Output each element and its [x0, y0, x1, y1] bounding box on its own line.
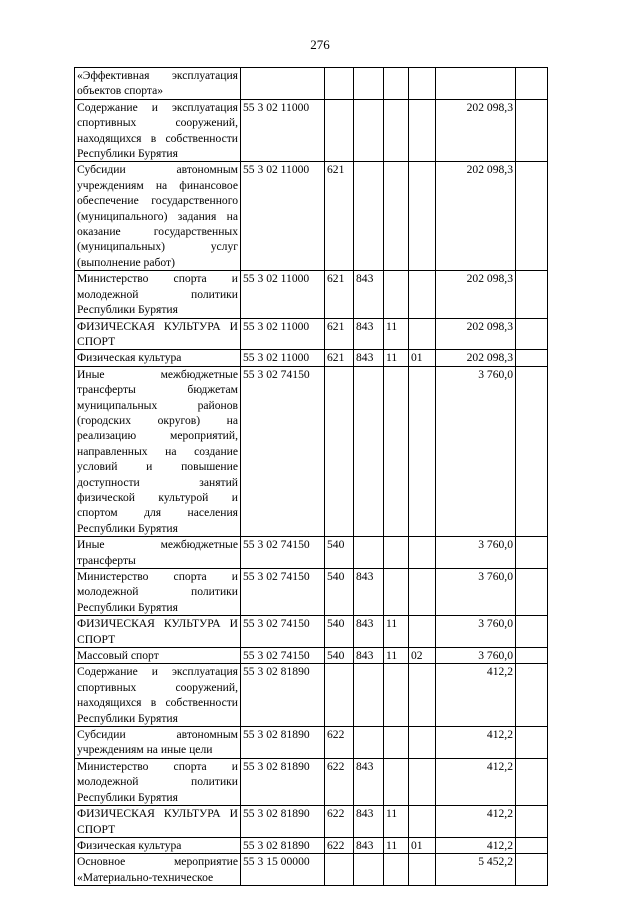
extra-cell	[516, 806, 548, 838]
amount-cell: 202 098,3	[436, 350, 516, 366]
amount-cell: 412,2	[436, 664, 516, 727]
target-article-cell: 55 3 02 11000	[241, 99, 325, 162]
ministry-code-cell	[354, 99, 384, 162]
expense-name-cell: Массовый спорт	[75, 648, 241, 664]
expense-type-cell: 622	[325, 806, 354, 838]
extra-cell	[516, 616, 548, 648]
extra-cell	[516, 99, 548, 162]
section-cell: 11	[384, 318, 409, 350]
extra-cell	[516, 727, 548, 759]
amount-cell: 3 760,0	[436, 366, 516, 536]
section-cell	[384, 664, 409, 727]
subsection-cell	[409, 99, 436, 162]
extra-cell	[516, 366, 548, 536]
ministry-code-cell: 843	[354, 616, 384, 648]
expense-type-cell: 622	[325, 837, 354, 853]
target-article-cell: 55 3 02 81890	[241, 806, 325, 838]
ministry-code-cell: 843	[354, 271, 384, 318]
subsection-cell: 01	[409, 350, 436, 366]
expense-name-cell: Субсидии автономным учреждениям на иные цели	[75, 727, 241, 759]
table-row	[75, 837, 548, 853]
extra-cell	[516, 162, 548, 271]
extra-cell	[516, 68, 548, 100]
table-row	[75, 854, 548, 886]
expense-type-cell: 540	[325, 616, 354, 648]
subsection-cell	[409, 318, 436, 350]
target-article-cell: 55 3 02 11000	[241, 271, 325, 318]
table-row	[75, 68, 548, 100]
table-body	[75, 68, 548, 886]
extra-cell	[516, 271, 548, 318]
table-row	[75, 616, 548, 648]
target-article-cell: 55 3 02 81890	[241, 758, 325, 805]
target-article-cell: 55 3 02 81890	[241, 664, 325, 727]
table-row	[75, 350, 548, 366]
amount-cell: 412,2	[436, 758, 516, 805]
amount-cell: 412,2	[436, 837, 516, 853]
table-row	[75, 806, 548, 838]
ministry-code-cell	[354, 537, 384, 569]
table-row	[75, 727, 548, 759]
expense-type-cell	[325, 99, 354, 162]
table-row	[75, 366, 548, 536]
extra-cell	[516, 318, 548, 350]
expense-name-cell: Субсидии автономным учреждениям на финансовое обеспечение государственного (муниципального) задания на оказание государственных (муниципальных) услуг (выполнение работ)	[75, 162, 241, 271]
subsection-cell	[409, 616, 436, 648]
target-article-cell: 55 3 02 11000	[241, 350, 325, 366]
section-cell: 11	[384, 350, 409, 366]
extra-cell	[516, 758, 548, 805]
amount-cell: 412,2	[436, 806, 516, 838]
expense-name-cell: Основное мероприятие «Материально-техническое	[75, 854, 241, 886]
table-row	[75, 318, 548, 350]
section-cell	[384, 569, 409, 616]
subsection-cell	[409, 758, 436, 805]
amount-cell: 202 098,3	[436, 162, 516, 271]
subsection-cell	[409, 68, 436, 100]
subsection-cell	[409, 271, 436, 318]
expense-name-cell: Министерство спорта и молодежной политики Республики Бурятия	[75, 758, 241, 805]
subsection-cell	[409, 854, 436, 886]
amount-cell: 3 760,0	[436, 537, 516, 569]
section-cell: 11	[384, 806, 409, 838]
target-article-cell: 55 3 02 81890	[241, 837, 325, 853]
ministry-code-cell	[354, 366, 384, 536]
subsection-cell	[409, 366, 436, 536]
target-article-cell: 55 3 15 00000	[241, 854, 325, 886]
target-article-cell	[241, 68, 325, 100]
expense-type-cell	[325, 854, 354, 886]
section-cell	[384, 271, 409, 318]
expense-type-cell: 540	[325, 648, 354, 664]
target-article-cell: 55 3 02 74150	[241, 648, 325, 664]
amount-cell	[436, 68, 516, 100]
expense-name-cell: Физическая культура	[75, 350, 241, 366]
target-article-cell: 55 3 02 74150	[241, 537, 325, 569]
expense-name-cell: Министерство спорта и молодежной политики Республики Бурятия	[75, 271, 241, 318]
table-row	[75, 162, 548, 271]
table-row	[75, 537, 548, 569]
section-cell	[384, 162, 409, 271]
table-row	[75, 664, 548, 727]
expense-type-cell	[325, 366, 354, 536]
expense-name-cell: Иные межбюджетные трансферты	[75, 537, 241, 569]
subsection-cell	[409, 806, 436, 838]
ministry-code-cell	[354, 664, 384, 727]
extra-cell	[516, 569, 548, 616]
extra-cell	[516, 537, 548, 569]
extra-cell	[516, 664, 548, 727]
expense-name-cell: Содержание и эксплуатация спортивных сооружений, находящихся в собственности Республики Бурятия	[75, 99, 241, 162]
expense-type-cell: 621	[325, 318, 354, 350]
table-row	[75, 569, 548, 616]
expense-type-cell: 621	[325, 271, 354, 318]
section-cell: 11	[384, 648, 409, 664]
target-article-cell: 55 3 02 74150	[241, 366, 325, 536]
expense-name-cell: ФИЗИЧЕСКАЯ КУЛЬТУРА И СПОРТ	[75, 616, 241, 648]
extra-cell	[516, 854, 548, 886]
section-cell	[384, 727, 409, 759]
subsection-cell: 02	[409, 648, 436, 664]
subsection-cell	[409, 569, 436, 616]
ministry-code-cell: 843	[354, 758, 384, 805]
expense-type-cell: 622	[325, 727, 354, 759]
section-cell	[384, 68, 409, 100]
amount-cell: 3 760,0	[436, 569, 516, 616]
ministry-code-cell: 843	[354, 569, 384, 616]
subsection-cell: 01	[409, 837, 436, 853]
table-row	[75, 648, 548, 664]
subsection-cell	[409, 664, 436, 727]
ministry-code-cell: 843	[354, 806, 384, 838]
section-cell	[384, 99, 409, 162]
section-cell	[384, 758, 409, 805]
extra-cell	[516, 837, 548, 853]
expense-name-cell: Содержание и эксплуатация спортивных сооружений, находящихся в собственности Республики Бурятия	[75, 664, 241, 727]
expense-type-cell	[325, 68, 354, 100]
ministry-code-cell: 843	[354, 837, 384, 853]
amount-cell: 202 098,3	[436, 99, 516, 162]
extra-cell	[516, 350, 548, 366]
target-article-cell: 55 3 02 11000	[241, 162, 325, 271]
ministry-code-cell: 843	[354, 648, 384, 664]
expense-type-cell: 540	[325, 569, 354, 616]
expense-name-cell: ФИЗИЧЕСКАЯ КУЛЬТУРА И СПОРТ	[75, 806, 241, 838]
target-article-cell: 55 3 02 74150	[241, 616, 325, 648]
expense-type-cell: 622	[325, 758, 354, 805]
expense-type-cell: 621	[325, 350, 354, 366]
subsection-cell	[409, 162, 436, 271]
amount-cell: 412,2	[436, 727, 516, 759]
ministry-code-cell	[354, 854, 384, 886]
table-row	[75, 99, 548, 162]
table-row	[75, 271, 548, 318]
expense-type-cell	[325, 664, 354, 727]
expense-name-cell: «Эффективная эксплуатация объектов спорта»	[75, 68, 241, 100]
amount-cell: 5 452,2	[436, 854, 516, 886]
section-cell: 11	[384, 616, 409, 648]
expense-name-cell: Физическая культура	[75, 837, 241, 853]
section-cell	[384, 854, 409, 886]
target-article-cell: 55 3 02 74150	[241, 569, 325, 616]
ministry-code-cell	[354, 727, 384, 759]
budget-table	[74, 67, 548, 886]
ministry-code-cell	[354, 162, 384, 271]
extra-cell	[516, 648, 548, 664]
section-cell	[384, 537, 409, 569]
ministry-code-cell	[354, 68, 384, 100]
target-article-cell: 55 3 02 81890	[241, 727, 325, 759]
expense-name-cell: Министерство спорта и молодежной политики Республики Бурятия	[75, 569, 241, 616]
ministry-code-cell: 843	[354, 350, 384, 366]
amount-cell: 202 098,3	[436, 318, 516, 350]
subsection-cell	[409, 727, 436, 759]
table-row	[75, 758, 548, 805]
subsection-cell	[409, 537, 436, 569]
section-cell: 11	[384, 837, 409, 853]
page-number: 276	[310, 37, 330, 52]
expense-name-cell: Иные межбюджетные трансферты бюджетам муниципальных районов (городских округов) на реализацию мероприятий, направленных на создание условий и повышение доступности занятий физической культурой и спортом для населения Республики Бурятия	[75, 366, 241, 536]
amount-cell: 202 098,3	[436, 271, 516, 318]
expense-type-cell: 540	[325, 537, 354, 569]
ministry-code-cell: 843	[354, 318, 384, 350]
expense-type-cell: 621	[325, 162, 354, 271]
expense-name-cell: ФИЗИЧЕСКАЯ КУЛЬТУРА И СПОРТ	[75, 318, 241, 350]
amount-cell: 3 760,0	[436, 648, 516, 664]
section-cell	[384, 366, 409, 536]
amount-cell: 3 760,0	[436, 616, 516, 648]
target-article-cell: 55 3 02 11000	[241, 318, 325, 350]
